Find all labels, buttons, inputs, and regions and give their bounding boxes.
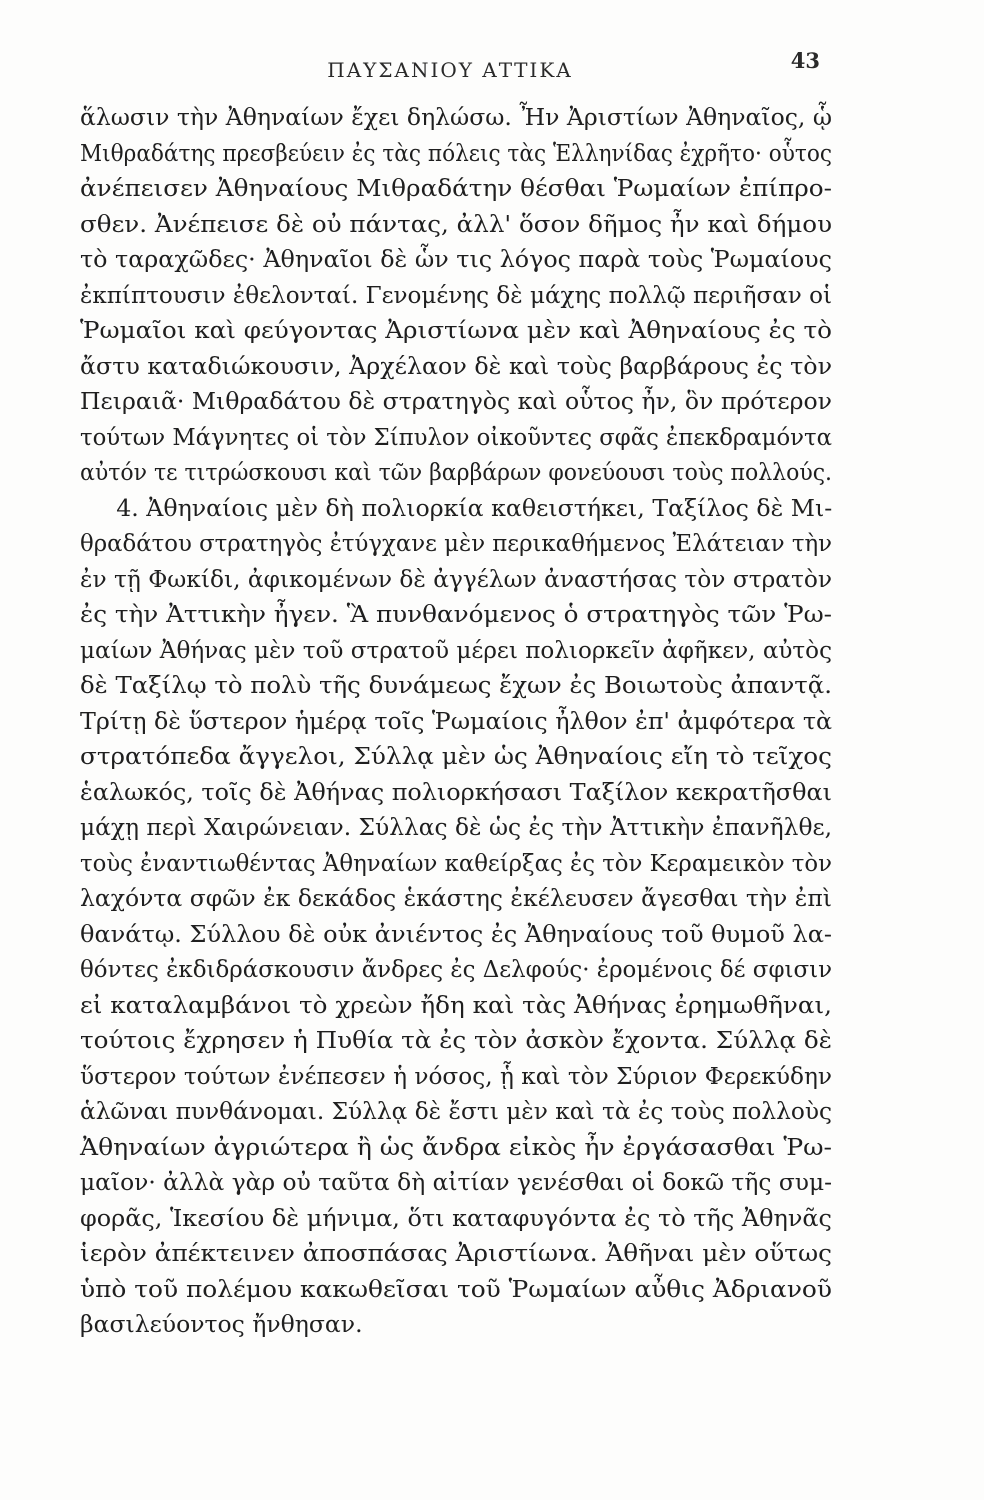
- text-line: μαῖον· ἀλλὰ γὰρ οὐ ταῦτα δὴ αἰτίαν γενέσθαι οἱ δοκῶ τῆς συμ-: [80, 1168, 833, 1196]
- text-line: ἄστυ καταδιώκουσιν, Ἀρχέλαον δὲ καὶ τοὺς βαρβάρους ἐς τὸν: [80, 351, 833, 380]
- text-line: Ἀθηναίων ἀγριώτερα ἢ ὡς ἄνδρα εἰκὸς ἦν ἐργάσασθαι Ῥω-: [80, 1132, 832, 1161]
- text-line: ἑαλωκός, τοῖς δὲ Ἀθήνας πολιορκήσασι Ταξίλον κεκρατῆσθαι: [80, 777, 832, 806]
- text-line: στρατόπεδα ἄγγελοι, Σύλλᾳ μὲν ὡς Ἀθηναίοις εἴη τὸ τεῖχος: [80, 742, 832, 770]
- text-line: ἐς τὴν Ἀττικὴν ἦγεν. Ἃ πυνθανόμενος ὁ στρατηγὸς τῶν Ῥω-: [80, 600, 833, 628]
- page-number: 43: [790, 48, 820, 73]
- paragraph-end-line: βασιλεύοντος ἤνθησαν.: [80, 1310, 363, 1338]
- text-line: αὐτόν τε τιτρώσκουσι καὶ τῶν βαρβάρων φονεύουσι τοὺς πολλούς.: [80, 458, 833, 486]
- text-line: εἰ καταλαμβάνοι τὸ χρεὼν ἤδη καὶ τὰς Ἀθήνας ἐρημωθῆναι,: [80, 990, 832, 1019]
- text-line: Τρίτῃ δὲ ὕστερον ἡμέρᾳ τοῖς Ῥωμαίοις ἦλθον ἐπ' ἀμφότερα τὰ: [80, 706, 833, 735]
- text-line: Μιθραδάτης πρεσβεύειν ἐς τὰς πόλεις τὰς Ἑλληνίδας ἐχρῆτο· οὗτος: [80, 138, 832, 167]
- text-line: ἐκπίπτουσιν ἐθελονταί. Γενομένης δὲ μάχης πολλῷ περιῆσαν οἱ: [80, 280, 833, 309]
- text-line: Ῥωμαῖοι καὶ φεύγοντας Ἀριστίωνα μὲν καὶ Ἀθηναίους ἐς τὸ: [80, 316, 833, 344]
- text-line: μάχῃ περὶ Χαιρώνειαν. Σύλλας δὲ ὡς ἐς τὴν Ἀττικὴν ἐπανῆλθε,: [80, 813, 832, 841]
- text-line: ἱερὸν ἀπέκτεινεν ἀποσπάσας Ἀριστίωνα. Ἀθῆναι μὲν οὕτως: [80, 1239, 832, 1267]
- text-line: σθεν. Ἀνέπεισε δὲ οὐ πάντας, ἀλλ' ὅσον δῆμος ἦν καὶ δήμου: [80, 209, 833, 238]
- page-header: [80, 48, 820, 88]
- text-line: ὕστερον τούτων ἐνέπεσεν ἡ νόσος, ᾗ καὶ τὸν Σύριον Φερεκύδην: [80, 1061, 832, 1090]
- running-head: ΠΑΥΣΑΝΙΟΥ ΑΤΤΙΚΑ: [327, 58, 573, 82]
- text-line: τοὺς ἐναντιωθέντας Ἀθηναίων καθείρξας ἐς τὸν Κεραμεικὸν τὸν: [80, 848, 832, 877]
- text-line: τὸ ταραχῶδες· Ἀθηναῖοι δὲ ὧν τις λόγος παρὰ τοὺς Ῥωμαίους: [80, 245, 832, 273]
- text-line: δὲ Ταξίλῳ τὸ πολὺ τῆς δυνάμεως ἔχων ἐς Βοιωτοὺς ἀπαντᾷ.: [80, 671, 833, 699]
- text-line: φορᾶς, Ἱκεσίου δὲ μήνιμα, ὅτι καταφυγόντα ἐς τὸ τῆς Ἀθηνᾶς: [80, 1203, 832, 1232]
- text-line: θόντες ἐκδιδράσκουσιν ἄνδρες ἐς Δελφούς· ἐρομένοις δέ σφισιν: [80, 955, 833, 983]
- text-line: ἅλωσιν τὴν Ἀθηναίων ἔχει δηλώσω. Ἦν Ἀριστίων Ἀθηναῖος, ᾧ: [80, 103, 833, 131]
- text-line: τούτοις ἔχρησεν ἡ Πυθία τὰ ἐς τὸν ἀσκὸν ἔχοντα. Σύλλᾳ δὲ: [80, 1026, 832, 1054]
- body-text: [80, 100, 832, 1343]
- text-line: ὑπὸ τοῦ πολέμου κακωθεῖσαι τοῦ Ῥωμαίων αὖθις Ἀδριανοῦ: [80, 1274, 832, 1303]
- text-line: Πειραιᾶ· Μιθραδάτου δὲ στρατηγὸς καὶ οὗτος ἦν, ὃν πρότερον: [80, 387, 833, 415]
- text-line: μαίων Ἀθήνας μὲν τοῦ στρατοῦ μέρει πολιορκεῖν ἀφῆκεν, αὐτὸς: [80, 635, 832, 664]
- text-line: τούτων Μάγνητες οἱ τὸν Σίπυλον οἰκοῦντες σφᾶς ἐπεκδραμόντα: [80, 422, 832, 451]
- text-line: ἐν τῇ Φωκίδι, ἀφικομένων δὲ ἀγγέλων ἀναστήσας τὸν στρατὸν: [80, 564, 832, 593]
- text-line: λαχόντα σφῶν ἐκ δεκάδος ἑκάστης ἐκέλευσεν ἄγεσθαι τὴν ἐπὶ: [80, 884, 832, 912]
- text-line: ἁλῶναι πυνθάνομαι. Σύλλᾳ δὲ ἔστι μὲν καὶ τὰ ἐς τοὺς πολλοὺς: [80, 1097, 832, 1125]
- text-line: ἀνέπεισεν Ἀθηναίους Μιθραδάτην θέσθαι Ῥωμαίων ἐπίπρο-: [80, 174, 832, 202]
- text-line: θραδάτου στρατηγὸς ἐτύγχανε μὲν περικαθήμενος Ἐλάτειαν τὴν: [80, 529, 832, 557]
- paragraph-start-line: 4. Ἀθηναίοις μὲν δὴ πολιορκία καθειστήκει, Ταξίλος δὲ Μι-: [116, 493, 833, 522]
- text-line: θανάτῳ. Σύλλου δὲ οὐκ ἀνιέντος ἐς Ἀθηναίους τοῦ θυμοῦ λα-: [80, 919, 833, 948]
